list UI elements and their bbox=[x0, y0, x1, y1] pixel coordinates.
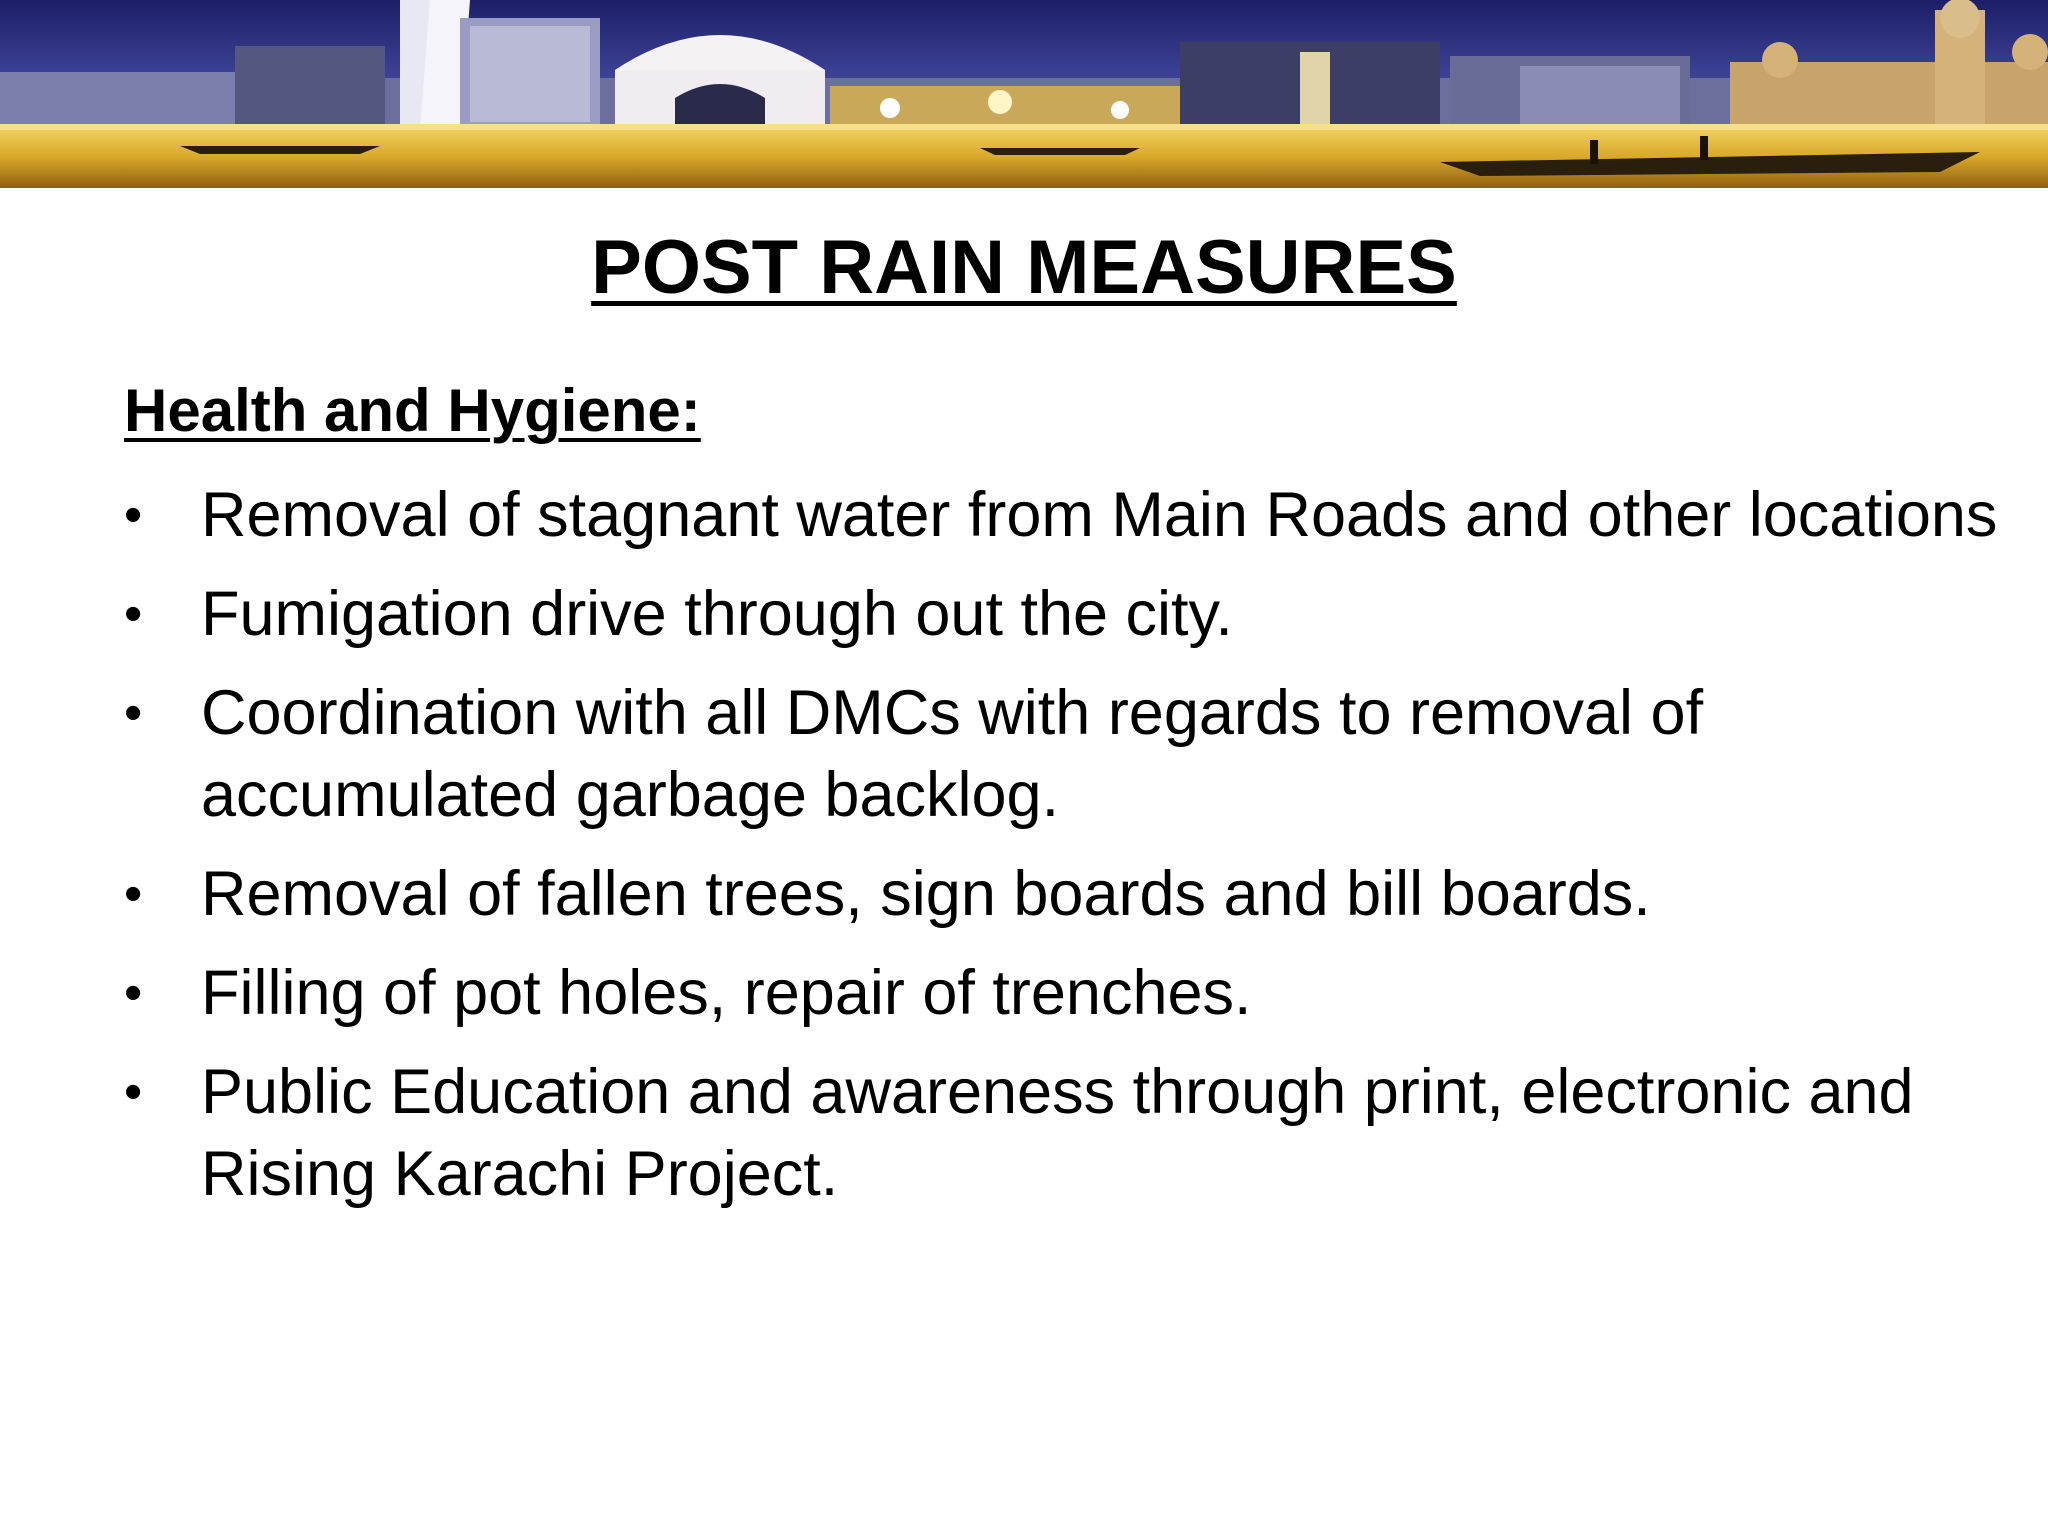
header-banner-image bbox=[0, 0, 2048, 188]
list-item-text: Coordination with all DMCs with regards to removal of accumulated garbage backlog. bbox=[201, 678, 1704, 830]
list-item bbox=[124, 853, 2004, 935]
bullet-icon: • bbox=[124, 1063, 143, 1121]
bullet-icon: • bbox=[124, 865, 143, 923]
bullet-list bbox=[124, 474, 2004, 1232]
list-item-text: Public Education and awareness through print, electronic and Rising Karachi Project. bbox=[201, 1057, 1914, 1209]
list-item bbox=[124, 474, 2004, 556]
bullet-icon: • bbox=[124, 486, 143, 544]
list-item-text: Removal of fallen trees, sign boards and bill boards. bbox=[201, 859, 1651, 929]
slide-title: POST RAIN MEASURES bbox=[591, 225, 1457, 310]
list-item-text: Removal of stagnant water from Main Roads and other locations bbox=[201, 480, 1998, 550]
list-item bbox=[124, 672, 2004, 836]
bullet-icon: • bbox=[124, 585, 143, 643]
section-heading: Health and Hygiene: bbox=[124, 377, 701, 444]
list-item-text: Fumigation drive through out the city. bbox=[201, 579, 1233, 649]
list-item bbox=[124, 1051, 2004, 1215]
list-item bbox=[124, 952, 2004, 1034]
bullet-icon: • bbox=[124, 684, 143, 742]
list-item bbox=[124, 573, 2004, 655]
karachi-skyline-icon bbox=[0, 0, 2048, 188]
bullet-icon: • bbox=[124, 964, 143, 1022]
list-item-text: Filling of pot holes, repair of trenches. bbox=[201, 958, 1252, 1028]
